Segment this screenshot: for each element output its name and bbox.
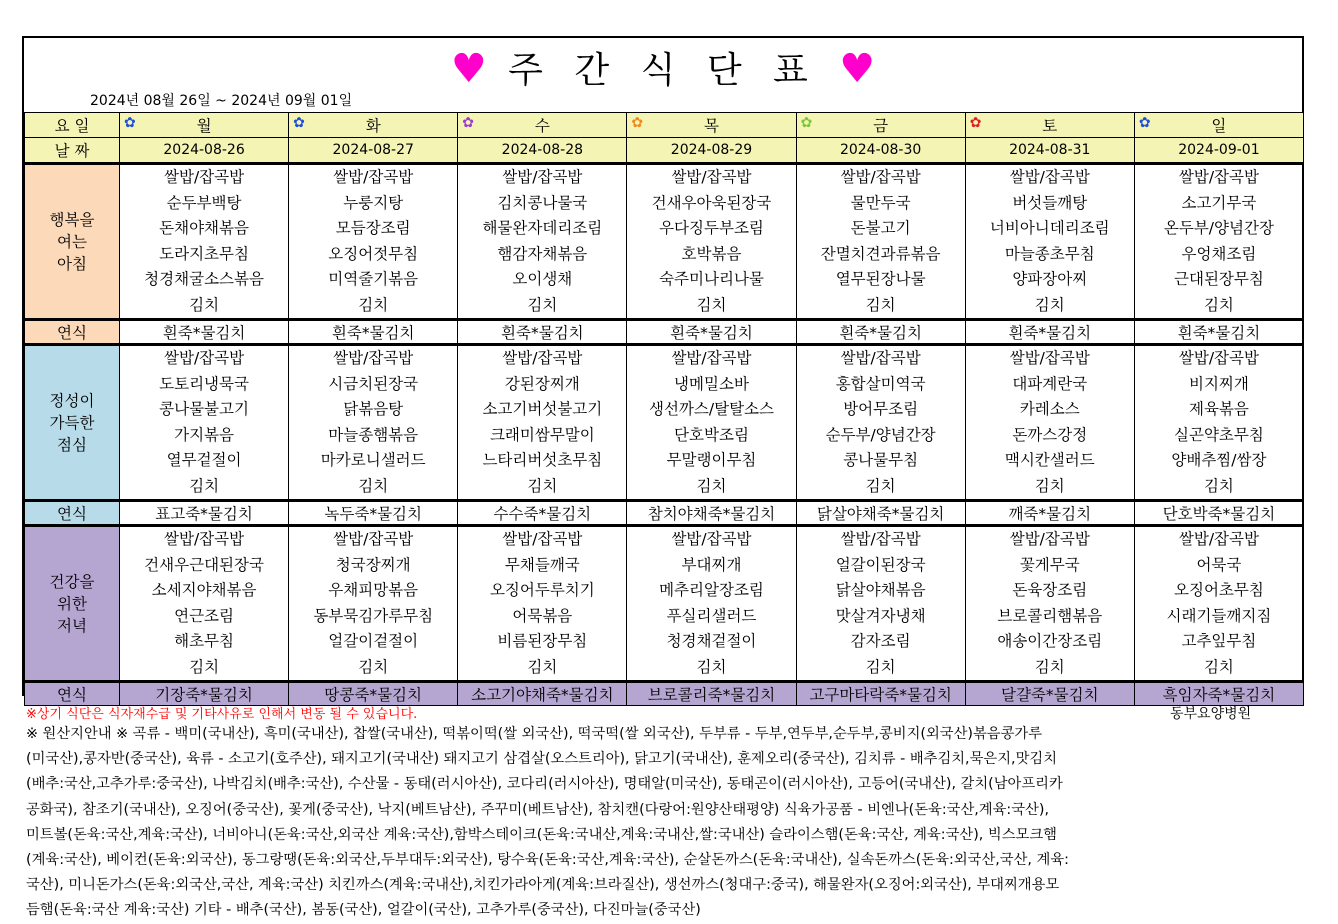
menu-item: 홍합살미역국 xyxy=(835,374,926,393)
lunch-menu-일 xyxy=(1134,345,1303,501)
menu-item: 쌀밥/잡곡밥 xyxy=(1178,349,1259,367)
snack3-item: 기장죽*물김치 xyxy=(120,682,289,706)
day-date-0: 2024-08-26 xyxy=(120,138,289,164)
menu-item: 어묵볶음 xyxy=(512,606,573,625)
day-name-2 xyxy=(458,113,627,138)
menu-item: 쌀밥/잡곡밥 xyxy=(1178,168,1259,186)
flower-red-icon: ✿ xyxy=(969,115,982,131)
breakfast-menu-월 xyxy=(120,164,289,320)
menu-item: 김치 xyxy=(358,657,389,676)
menu-item: 쌀밥/잡곡밥 xyxy=(1009,530,1090,548)
dinner-menu-목 xyxy=(627,526,796,682)
menu-item: 햄감자채볶음 xyxy=(497,244,588,263)
menu-item: 쌀밥/잡곡밥 xyxy=(502,168,583,186)
dinner-menu-금 xyxy=(796,526,965,682)
menu-item: 김치 xyxy=(189,657,220,676)
lunch-menu-월 xyxy=(120,345,289,501)
lunch-menu-화 xyxy=(289,345,458,501)
flower-blue-icon: ✿ xyxy=(293,115,305,131)
origin-line: (미국산),콩자반(중국산), 육류 - 소고기(호주산), 돼지고기(국내산) 돼지고기 삼겹살(오스트리아), 닭고기(국내산), 훈제오리(중국산), 김치류 - 배추김치,묵은지,맛김치 xyxy=(26,751,1058,768)
origin-line: 공화국), 참조기(국내산), 오징어(중국산), 꽃게(중국산), 낙지(베트남산), 주꾸미(베트남산), 참치캔(다랑어:원양산태평양) 식육가공품 - 비엔나(돈육:국산,계육:국산), xyxy=(26,801,1049,818)
menu-item: 우채피망볶음 xyxy=(328,581,419,599)
menu-item: 김치콩나물국 xyxy=(497,193,588,212)
snack1-row xyxy=(25,320,1304,345)
menu-item: 너비아니데리조림 xyxy=(989,219,1110,237)
lunch-label xyxy=(25,345,120,501)
page-title xyxy=(24,42,1302,93)
menu-item: 콩나물무침 xyxy=(843,451,919,469)
label-line: 행복을 xyxy=(49,210,95,229)
change-notice: ※상기 식단은 식자재수급 및 기타사유로 인해서 변동 될 수 있습니다. xyxy=(26,707,418,722)
menu-item: 오징어초무침 xyxy=(1174,581,1264,599)
dinner-menu-월 xyxy=(120,526,289,682)
menu-item: 쌀밥/잡곡밥 xyxy=(1009,349,1090,367)
heart-icon: ♥ xyxy=(450,46,487,92)
menu-item: 김치 xyxy=(696,476,727,495)
origin-line: 미트볼(돈육:국산,계육:국산), 너비아니(돈육:국산,외국산 계육:국산),함박스테이크(돈육:국내산,계육:국내산,쌀:국내산) 슬라이스햄(돈육:국산, 계육:국산), 빅스모크햄 xyxy=(26,826,1057,843)
menu-item: 돈육장조림 xyxy=(1012,581,1088,599)
menu-item: 브로콜리햄볶음 xyxy=(997,606,1103,625)
day-name-3 xyxy=(627,113,796,138)
heart-icon: ♥ xyxy=(839,46,876,92)
day-name-5 xyxy=(965,113,1134,138)
menu-item: 쌀밥/잡곡밥 xyxy=(840,349,921,367)
hospital-name: 동부요양병원 xyxy=(1170,706,1252,722)
menu-item: 김치 xyxy=(1034,657,1065,676)
menu-item: 쌀밥/잡곡밥 xyxy=(164,168,245,186)
menu-item: 푸실리샐러드 xyxy=(666,606,757,625)
menu-item: 쌀밥/잡곡밥 xyxy=(671,168,752,186)
snack3-label: 연식 xyxy=(25,682,120,706)
menu-item: 열무된장나물 xyxy=(835,270,926,288)
day-name-1 xyxy=(289,113,458,138)
label-line: 아침 xyxy=(57,254,87,273)
menu-item: 온두부/양념간장 xyxy=(1163,219,1274,237)
snack1-item: 흰죽*물김치 xyxy=(796,320,965,345)
menu-item: 근대된장무침 xyxy=(1174,270,1264,288)
menu-item: 오이생채 xyxy=(512,270,573,288)
origin-info xyxy=(26,722,1310,924)
day-label: 수 xyxy=(534,117,550,135)
menu-item: 김치 xyxy=(1034,295,1065,314)
lunch-row xyxy=(25,345,1304,501)
snack3-row xyxy=(25,682,1304,706)
menu-item: 꽃게무국 xyxy=(1019,555,1080,574)
day-label: 금 xyxy=(873,117,889,135)
lunch-menu-수 xyxy=(458,345,627,501)
menu-item: 김치 xyxy=(527,295,558,314)
breakfast-menu-수 xyxy=(458,164,627,320)
menu-item: 청경채겉절이 xyxy=(666,632,757,650)
dinner-row xyxy=(25,526,1304,682)
menu-item: 청경채굴소스볶음 xyxy=(144,270,264,288)
origin-line: ※ 원산지안내 ※ 곡류 - 백미(국내산), 흑미(국내산), 찹쌀(국내산), 떡볶이떡(쌀 외국산), 떡국떡(쌀 외국산), 두부류 - 두부,연두부,순두부,콩비지(외국산)볶음콩가루 xyxy=(26,726,1043,742)
menu-item: 쌀밥/잡곡밥 xyxy=(333,349,414,367)
label-line: 위한 xyxy=(57,594,87,613)
menu-item: 단호박조림 xyxy=(674,425,749,444)
flower-blue-icon: ✿ xyxy=(124,115,136,131)
menu-item: 닭볶음탕 xyxy=(343,400,404,418)
menu-item: 메추리알장조림 xyxy=(659,581,764,599)
flower-purple-icon: ✿ xyxy=(462,115,475,131)
menu-item: 콩나물불고기 xyxy=(159,400,249,418)
menu-item: 쌀밥/잡곡밥 xyxy=(164,530,245,548)
menu-sheet xyxy=(22,36,1304,704)
snack1-item: 흰죽*물김치 xyxy=(1134,320,1303,345)
snack3-item: 땅콩죽*물김치 xyxy=(289,682,458,706)
breakfast-menu-금 xyxy=(796,164,965,320)
day-label: 화 xyxy=(365,117,381,135)
day-date-4: 2024-08-30 xyxy=(796,138,965,164)
day-label: 월 xyxy=(196,117,212,135)
menu-item: 김치 xyxy=(1203,657,1234,676)
day-date-1: 2024-08-27 xyxy=(289,138,458,164)
menu-item: 애송이간장조림 xyxy=(997,632,1103,650)
day-label: 일 xyxy=(1211,117,1227,135)
day-date-6: 2024-09-01 xyxy=(1134,138,1303,164)
menu-item: 모듬장조림 xyxy=(335,219,411,237)
dinner-label xyxy=(25,526,120,682)
menu-item: 쌀밥/잡곡밥 xyxy=(333,530,414,548)
title-text: 주 간 식 단 표 xyxy=(508,50,818,91)
menu-item: 김치 xyxy=(1203,476,1234,495)
menu-item: 김치 xyxy=(865,657,896,676)
snack1-label: 연식 xyxy=(25,320,120,345)
date-label: 날 짜 xyxy=(25,138,120,164)
breakfast-row xyxy=(25,164,1304,320)
menu-item: 마늘종초무침 xyxy=(1004,244,1095,263)
menu-item: 김치 xyxy=(865,295,896,314)
weekday-row xyxy=(25,113,1304,138)
snack2-item: 깨죽*물김치 xyxy=(965,501,1134,526)
label-line: 저녁 xyxy=(57,616,87,635)
snack3-item: 브로콜리죽*물김치 xyxy=(627,682,796,706)
snack3-item: 흑임자죽*물김치 xyxy=(1134,682,1303,706)
day-name-0 xyxy=(120,113,289,138)
menu-item: 잔멸치견과류볶음 xyxy=(820,244,941,263)
menu-item: 느타리버섯초무침 xyxy=(482,451,603,469)
menu-item: 김치 xyxy=(865,476,896,495)
menu-item: 건새우아욱된장국 xyxy=(651,193,772,212)
snack1-item: 흰죽*물김치 xyxy=(289,320,458,345)
menu-item: 쌀밥/잡곡밥 xyxy=(502,530,583,548)
menu-item: 쌀밥/잡곡밥 xyxy=(502,349,583,367)
menu-item: 비지찌개 xyxy=(1188,374,1249,393)
menu-item: 무채들깨국 xyxy=(504,555,580,574)
snack2-item: 단호박죽*물김치 xyxy=(1134,501,1303,526)
menu-item: 마늘종햄볶음 xyxy=(328,425,419,444)
menu-item: 동부묵김가루무침 xyxy=(313,606,434,625)
menu-item: 소고기버섯불고기 xyxy=(482,400,603,418)
menu-item: 김치 xyxy=(189,476,220,495)
snack1-item: 흰죽*물김치 xyxy=(965,320,1134,345)
snack2-label: 연식 xyxy=(25,501,120,526)
label-line: 여는 xyxy=(57,232,87,251)
menu-item: 김치 xyxy=(527,476,558,495)
menu-item: 제육볶음 xyxy=(1188,400,1249,418)
menu-item: 크래미쌈무말이 xyxy=(489,425,595,444)
menu-item: 순두부백탕 xyxy=(166,193,242,212)
menu-item: 해초무침 xyxy=(174,632,235,650)
menu-item: 김치 xyxy=(696,295,727,314)
menu-item: 카레소스 xyxy=(1019,400,1080,418)
lunch-menu-금 xyxy=(796,345,965,501)
snack1-item: 흰죽*물김치 xyxy=(627,320,796,345)
dinner-menu-일 xyxy=(1134,526,1303,682)
dinner-menu-화 xyxy=(289,526,458,682)
weekly-menu-table xyxy=(24,112,1304,706)
menu-item: 김치 xyxy=(1034,476,1065,495)
menu-item: 김치 xyxy=(358,295,389,314)
menu-item: 쌀밥/잡곡밥 xyxy=(1178,530,1259,548)
snack2-row xyxy=(25,501,1304,526)
snack3-item: 고구마타락죽*물김치 xyxy=(796,682,965,706)
day-date-2: 2024-08-28 xyxy=(458,138,627,164)
menu-item: 돈까스강정 xyxy=(1012,425,1088,444)
day-date-5: 2024-08-31 xyxy=(965,138,1134,164)
day-name-4 xyxy=(796,113,965,138)
snack3-item: 달걀죽*물김치 xyxy=(965,682,1134,706)
menu-item: 무말랭이무침 xyxy=(666,451,757,469)
menu-item: 냉메밀소바 xyxy=(674,374,749,393)
menu-item: 소고기무국 xyxy=(1181,193,1257,212)
menu-item: 마카로니샐러드 xyxy=(320,451,426,469)
menu-item: 김치 xyxy=(1203,295,1234,314)
menu-item: 김치 xyxy=(358,476,389,495)
flower-orange-icon: ✿ xyxy=(631,115,644,131)
menu-item: 고추잎무침 xyxy=(1181,632,1257,650)
breakfast-menu-화 xyxy=(289,164,458,320)
menu-item: 비름된장무침 xyxy=(497,632,588,650)
menu-item: 김치 xyxy=(189,295,220,314)
menu-item: 닭살야채볶음 xyxy=(835,581,926,599)
breakfast-menu-일 xyxy=(1134,164,1303,320)
menu-item: 물만두국 xyxy=(850,193,911,212)
origin-line: 국산), 미니돈가스(돈육:외국산,국산, 계육:국산) 치킨까스(계육:국내산),치킨가라아게(계육:브라질산), 생선까스(청대구:중국), 해물완자(오징어:외국산), 부대찌개용모 xyxy=(26,877,1060,894)
menu-item: 맥시칸샐러드 xyxy=(1004,451,1095,469)
date-row xyxy=(25,138,1304,164)
breakfast-menu-토 xyxy=(965,164,1134,320)
day-date-3: 2024-08-29 xyxy=(627,138,796,164)
snack2-item: 표고죽*물김치 xyxy=(120,501,289,526)
origin-line: 듬햄(돈육:국산 계육:국산) 기타 - 배추(국산), 봄동(국산), 얼갈이(국산), 고추가루(중국산), 다진마늘(중국산) xyxy=(26,902,701,919)
menu-item: 어묵국 xyxy=(1196,555,1242,574)
menu-item: 실곤약초무침 xyxy=(1174,425,1264,444)
menu-item: 가지볶음 xyxy=(174,425,235,444)
menu-item: 김치 xyxy=(696,657,727,676)
snack3-item: 소고기야채죽*물김치 xyxy=(458,682,627,706)
flower-green-icon: ✿ xyxy=(800,115,813,131)
lunch-menu-목 xyxy=(627,345,796,501)
snack2-item: 수수죽*물김치 xyxy=(458,501,627,526)
menu-item: 쌀밥/잡곡밥 xyxy=(164,349,245,367)
menu-item: 얼갈이된장국 xyxy=(835,555,926,574)
menu-item: 부대찌개 xyxy=(681,555,742,574)
menu-item: 시금치된장국 xyxy=(328,374,419,393)
menu-item: 쌀밥/잡곡밥 xyxy=(671,349,752,367)
menu-item: 돈불고기 xyxy=(850,219,911,237)
label-line: 가득한 xyxy=(49,413,95,432)
lunch-menu-토 xyxy=(965,345,1134,501)
menu-item: 쌀밥/잡곡밥 xyxy=(840,168,921,186)
menu-item: 쌀밥/잡곡밥 xyxy=(840,530,921,548)
menu-item: 쌀밥/잡곡밥 xyxy=(333,168,414,186)
menu-item: 연근조림 xyxy=(174,606,235,625)
menu-item: 얼갈이겉절이 xyxy=(328,632,419,650)
menu-item: 청국장찌개 xyxy=(335,555,411,574)
origin-line: (계육:국산), 베이컨(돈육:외국산), 동그랑땡(돈육:외국산,두부대두:외국산), 탕수육(돈육:국산,계육:국산), 순살돈까스(돈육:국내산), 실속돈까스(돈육:외국산,국산, 계육: xyxy=(26,852,1069,869)
menu-item: 감자조림 xyxy=(850,632,911,650)
menu-item: 미역줄기볶음 xyxy=(328,270,419,288)
menu-item: 호박볶음 xyxy=(681,244,742,263)
menu-item: 누룽지탕 xyxy=(343,193,404,212)
menu-item: 오징어젓무침 xyxy=(328,244,419,263)
day-label: 토 xyxy=(1042,117,1058,135)
menu-item: 소세지야채볶음 xyxy=(151,581,257,599)
menu-item: 생선까스/탈탈소스 xyxy=(648,400,774,418)
menu-item: 맛살겨자냉채 xyxy=(835,606,926,625)
menu-item: 도토리냉묵국 xyxy=(159,374,249,393)
menu-item: 숙주미나리나물 xyxy=(659,270,764,288)
menu-item: 우엉채조림 xyxy=(1181,244,1257,263)
label-line: 정성이 xyxy=(49,391,95,410)
flower-blue-icon: ✿ xyxy=(1138,115,1151,131)
menu-item: 시래기들깨지짐 xyxy=(1166,606,1272,625)
snack1-item: 흰죽*물김치 xyxy=(120,320,289,345)
menu-item: 쌀밥/잡곡밥 xyxy=(671,530,752,548)
snack2-item: 닭살야채죽*물김치 xyxy=(796,501,965,526)
menu-item: 대파계란국 xyxy=(1012,374,1088,393)
menu-item: 도라지초무침 xyxy=(159,244,249,263)
menu-item: 해물완자데리조림 xyxy=(482,219,603,237)
date-range: 2024년 08월 26일 ~ 2024년 09월 01일 xyxy=(90,93,353,109)
snack1-item: 흰죽*물김치 xyxy=(458,320,627,345)
menu-item: 우다징두부조림 xyxy=(659,219,764,237)
label-line: 점심 xyxy=(57,435,87,454)
day-name-6 xyxy=(1134,113,1303,138)
menu-item: 버섯들깨탕 xyxy=(1012,193,1088,212)
dinner-menu-토 xyxy=(965,526,1134,682)
menu-item: 순두부/양념간장 xyxy=(825,425,936,444)
menu-item: 김치 xyxy=(527,657,558,676)
menu-item: 방어무조림 xyxy=(843,400,919,418)
menu-item: 오징어두루치기 xyxy=(489,581,595,599)
yoil-label: 요 일 xyxy=(25,113,120,138)
menu-item: 양파장아찌 xyxy=(1012,270,1088,288)
menu-item: 돈채야채볶음 xyxy=(159,219,249,237)
label-line: 건강을 xyxy=(49,572,95,591)
breakfast-menu-목 xyxy=(627,164,796,320)
snack2-item: 녹두죽*물김치 xyxy=(289,501,458,526)
dinner-menu-수 xyxy=(458,526,627,682)
menu-item: 강된장찌개 xyxy=(504,374,580,393)
snack2-item: 참치야채죽*물김치 xyxy=(627,501,796,526)
breakfast-label xyxy=(25,164,120,320)
menu-item: 쌀밥/잡곡밥 xyxy=(1009,168,1090,186)
menu-item: 건새우근대된장국 xyxy=(144,555,264,574)
menu-item: 양배추찜/쌈장 xyxy=(1171,451,1267,469)
day-label: 목 xyxy=(704,117,719,135)
origin-line: (배추:국산,고추가루:중국산), 나박김치(배추:국산), 수산물 - 동태(러시아산), 코다리(러시아산), 명태알(미국산), 동태곤이(러시아산), 고등어(국내산), 갈치(남아프리카 xyxy=(26,776,1063,793)
menu-item: 열무겉절이 xyxy=(166,451,242,469)
